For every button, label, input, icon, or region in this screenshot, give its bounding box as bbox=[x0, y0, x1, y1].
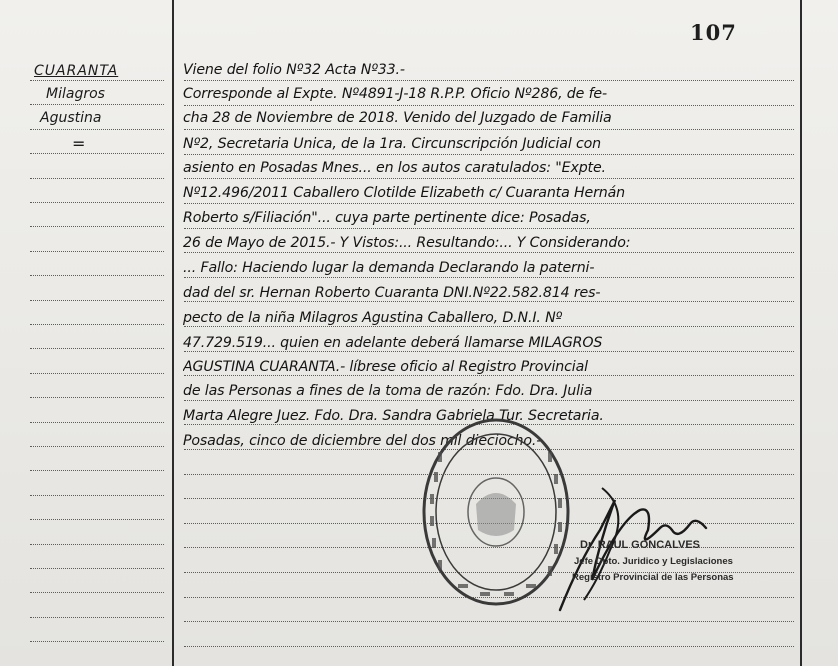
act-line: pecto de la niña Milagros Agustina Caballero, D.N.I. Nº bbox=[183, 310, 563, 326]
stamp-title: Jefe Dpto. Juridico y Legislaciones bbox=[574, 556, 733, 567]
act-line: 26 de Mayo de 2015.- Y Vistos:... Resultando:... Y Considerando: bbox=[183, 235, 631, 251]
margin-rule-line bbox=[30, 104, 164, 105]
body-rule-line bbox=[184, 105, 794, 106]
margin-rule-line bbox=[30, 202, 164, 203]
stamp-name: Dr. RAUL GONCALVES bbox=[580, 539, 700, 551]
body-rule-line bbox=[184, 400, 794, 401]
body-rule-line bbox=[184, 228, 794, 229]
margin-ditto-mark: = bbox=[72, 134, 86, 153]
body-rule-line bbox=[184, 154, 794, 155]
act-line: dad del sr. Hernan Roberto Cuaranta DNI.Nº22.582.814 res- bbox=[183, 285, 601, 301]
act-line: cha 28 de Noviembre de 2018. Venido del Juzgado de Familia bbox=[183, 110, 612, 126]
margin-rule-line bbox=[30, 568, 164, 569]
margin-rule-line bbox=[30, 300, 164, 301]
margin-rule-line bbox=[30, 80, 164, 81]
body-rule-line bbox=[184, 646, 794, 647]
margin-rule-line bbox=[30, 129, 164, 130]
act-line: 47.729.519... quien en adelante deberá llamarse MILAGROS bbox=[183, 335, 603, 351]
margin-rule-line bbox=[30, 324, 164, 325]
right-column-border bbox=[800, 0, 802, 666]
body-rule-line bbox=[184, 375, 794, 376]
act-line: asiento en Posadas Mnes... en los autos caratulados: "Expte. bbox=[183, 160, 606, 176]
body-rule-line bbox=[184, 203, 794, 204]
margin-rule-line bbox=[30, 373, 164, 374]
act-line: ... Fallo: Haciendo lugar la demanda Declarando la paterni- bbox=[183, 260, 595, 276]
margin-rule-line bbox=[30, 226, 164, 227]
margin-rule-line bbox=[30, 544, 164, 545]
margin-rule-line bbox=[30, 641, 164, 642]
margin-rule-line bbox=[30, 251, 164, 252]
margin-rule-line bbox=[30, 348, 164, 349]
margin-rule-line bbox=[30, 275, 164, 276]
body-rule-line bbox=[184, 252, 794, 253]
stamp-office: Registro Provincial de las Personas bbox=[572, 572, 734, 583]
act-line: Nº12.496/2011 Caballero Clotilde Elizabeth c/ Cuaranta Hernán bbox=[183, 185, 626, 201]
body-rule-line bbox=[184, 178, 794, 179]
act-line: de las Personas a fines de la toma de razón: Fdo. Dra. Julia bbox=[183, 383, 593, 399]
body-rule-line bbox=[184, 326, 794, 327]
body-rule-line bbox=[184, 301, 794, 302]
margin-rule-line bbox=[30, 470, 164, 471]
margin-rule-line bbox=[30, 519, 164, 520]
page-number: 107 bbox=[690, 20, 737, 45]
margin-rule-line bbox=[30, 617, 164, 618]
margin-surname: CUARANTA bbox=[34, 63, 119, 79]
body-rule-line bbox=[184, 277, 794, 278]
margin-second-name: Agustina bbox=[40, 110, 102, 126]
body-rule-line bbox=[184, 80, 794, 81]
margin-rule-line bbox=[30, 495, 164, 496]
act-line: Posadas, cinco de diciembre del dos mil dieciocho.- bbox=[183, 433, 542, 449]
margin-rule-line bbox=[30, 153, 164, 154]
act-line: Viene del folio Nº32 Acta Nº33.- bbox=[183, 62, 405, 78]
margin-first-name: Milagros bbox=[46, 86, 105, 102]
act-line: AGUSTINA CUARANTA.- líbrese oficio al Registro Provincial bbox=[183, 359, 588, 375]
body-rule-line bbox=[184, 621, 794, 622]
margin-rule-line bbox=[30, 178, 164, 179]
margin-rule-line bbox=[30, 446, 164, 447]
margin-rule-line bbox=[30, 592, 164, 593]
body-rule-line bbox=[184, 351, 794, 352]
margin-rule-line bbox=[30, 422, 164, 423]
body-rule-line bbox=[184, 129, 794, 130]
act-line: Marta Alegre Juez. Fdo. Dra. Sandra Gabriela Tur. Secretaria. bbox=[183, 408, 604, 424]
act-line: Corresponde al Expte. Nº4891-J-18 R.P.P. Oficio Nº286, de fe- bbox=[183, 86, 607, 102]
margin-rule-line bbox=[30, 397, 164, 398]
act-line: Roberto s/Filiación"... cuya parte pertinente dice: Posadas, bbox=[183, 210, 591, 226]
margin-column-border bbox=[172, 0, 174, 666]
act-line: Nº2, Secretaria Unica, de la 1ra. Circunscripción Judicial con bbox=[183, 136, 602, 152]
